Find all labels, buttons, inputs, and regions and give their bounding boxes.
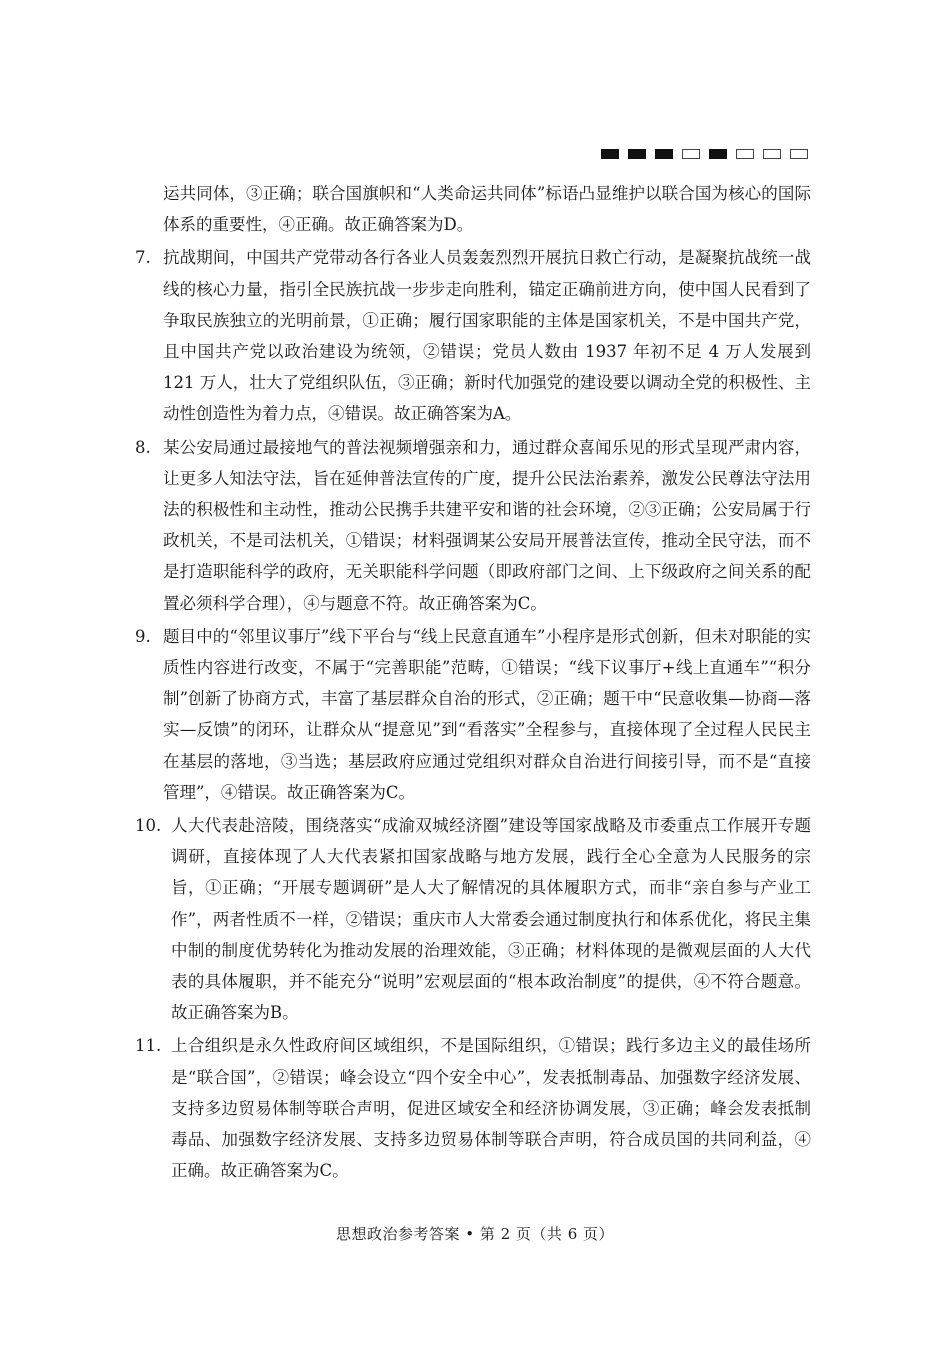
filled-square-icon [709,149,727,159]
empty-square-icon [736,149,754,159]
item-text: 人大代表赴涪陵，围绕落实“成渝双城经济圈”建设等国家战略及市委重点工作展开专题调研，直接体现了人大代表紧扣国家战略与地方发展，践行全心全意为人民服务的宗旨，①正确；“开展专题调研”是人大了解情况的具体履职方式，而非“亲自参与产业工作”，两者性质不一样，②错误；重庆市人大常委会通过制度执行和体系优化，将民主集中制的制度优势转化为推动发展的治理效能，③正确；材料体现的是微观层面的人大代表的具体履职，并不能充分“说明”宏观层面的“根本政治制度”的提供，④不符合题意。故正确答案为B。 [171,816,811,1023]
answer-content [135,178,811,1189]
page-marker-squares [601,149,808,161]
filled-square-icon [601,149,619,159]
empty-square-icon [763,149,781,159]
answer-item-11 [135,1030,811,1186]
answer-item-7 [135,242,811,429]
page-footer: 思想政治参考答案 • 第 2 页（共 6 页） [335,1225,615,1243]
item-number: 8. [135,437,151,457]
filled-square-icon [655,149,673,159]
empty-square-icon [682,149,700,159]
item-number: 10. [135,816,162,836]
filled-square-icon [628,149,646,159]
item-text: 某公安局通过最接地气的普法视频增强亲和力，通过群众喜闻乐见的形式呈现严肃内容，让更多人知法守法，旨在延伸普法宣传的广度，提升公民法治素养，激发公民尊法守法用法的积极性和主动性，推动公民携手共建平安和谐的社会环境，②③正确；公安局属于行政机关，不是司法机关，①错误；材料强调某公安局开展普法宣传，推动全民守法，而不是打造职能科学的政府，无关职能科学问题（即政府部门之间、上下级政府之间关系的配置必须科学合理），④与题意不符。故正确答案为C。 [163,437,811,613]
item-number: 7. [135,248,151,268]
item-text: 题目中的“邻里议事厅”线下平台与“线上民意直通车”小程序是形式创新，但未对职能的实质性内容进行改变，不属于“完善职能”范畴，①错误；“线下议事厅+线上直通车”“积分制”创新了协商方式，丰富了基层群众自治的形式，②正确；题干中“民意收集—协商—落实—反馈”的闭环，让群众从“提意见”到“看落实”全程参与，直接体现了全过程人民民主在基层的落地，③当选；基层政府应通过党组织对群众自治进行间接引导，而不是“直接管理”，④错误。故正确答案为C。 [163,626,811,802]
answer-item-10 [135,810,811,1028]
item-text: 上合组织是永久性政府间区域组织，不是国际组织，①错误；践行多边主义的最佳场所是“联合国”，②错误；峰会设立“四个安全中心”，发表抵制毒品、加强数字经济发展、支持多边贸易体制等联合声明，促进区域安全和经济协调发展，③正确；峰会发表抵制毒品、加强数字经济发展、支持多边贸易体制等联合声明，符合成员国的共同利益，④正确。故正确答案为C。 [171,1036,811,1181]
item-text: 抗战期间，中国共产党带动各行各业人员轰轰烈烈开展抗日救亡行动，是凝聚抗战统一战线的核心力量，指引全民族抗战一步步走向胜利，锚定正确前进方向，使中国人民看到了争取民族独立的光明前景，①正确；履行国家职能的主体是国家机关，不是中国共产党，且中国共产党以政治建设为统领，②错误；党员人数由 1937 年初不足 4 万人发展到 121 万人，壮大了党组织队伍，③正确；新时代加强党的建设要以调动全党的积极性、主动性创造性为着力点，④错误。故正确答案为A。 [163,248,811,424]
continuation-paragraph: 运共同体，③正确；联合国旗帜和“人类命运共同体”标语凸显维护以联合国为核心的国际体系的重要性，④正确。故正确答案为D。 [163,184,811,235]
answer-item-8 [135,432,811,619]
empty-square-icon [790,149,808,159]
item-number: 11. [135,1036,162,1056]
answer-item-9 [135,621,811,808]
item-number: 9. [135,626,151,646]
